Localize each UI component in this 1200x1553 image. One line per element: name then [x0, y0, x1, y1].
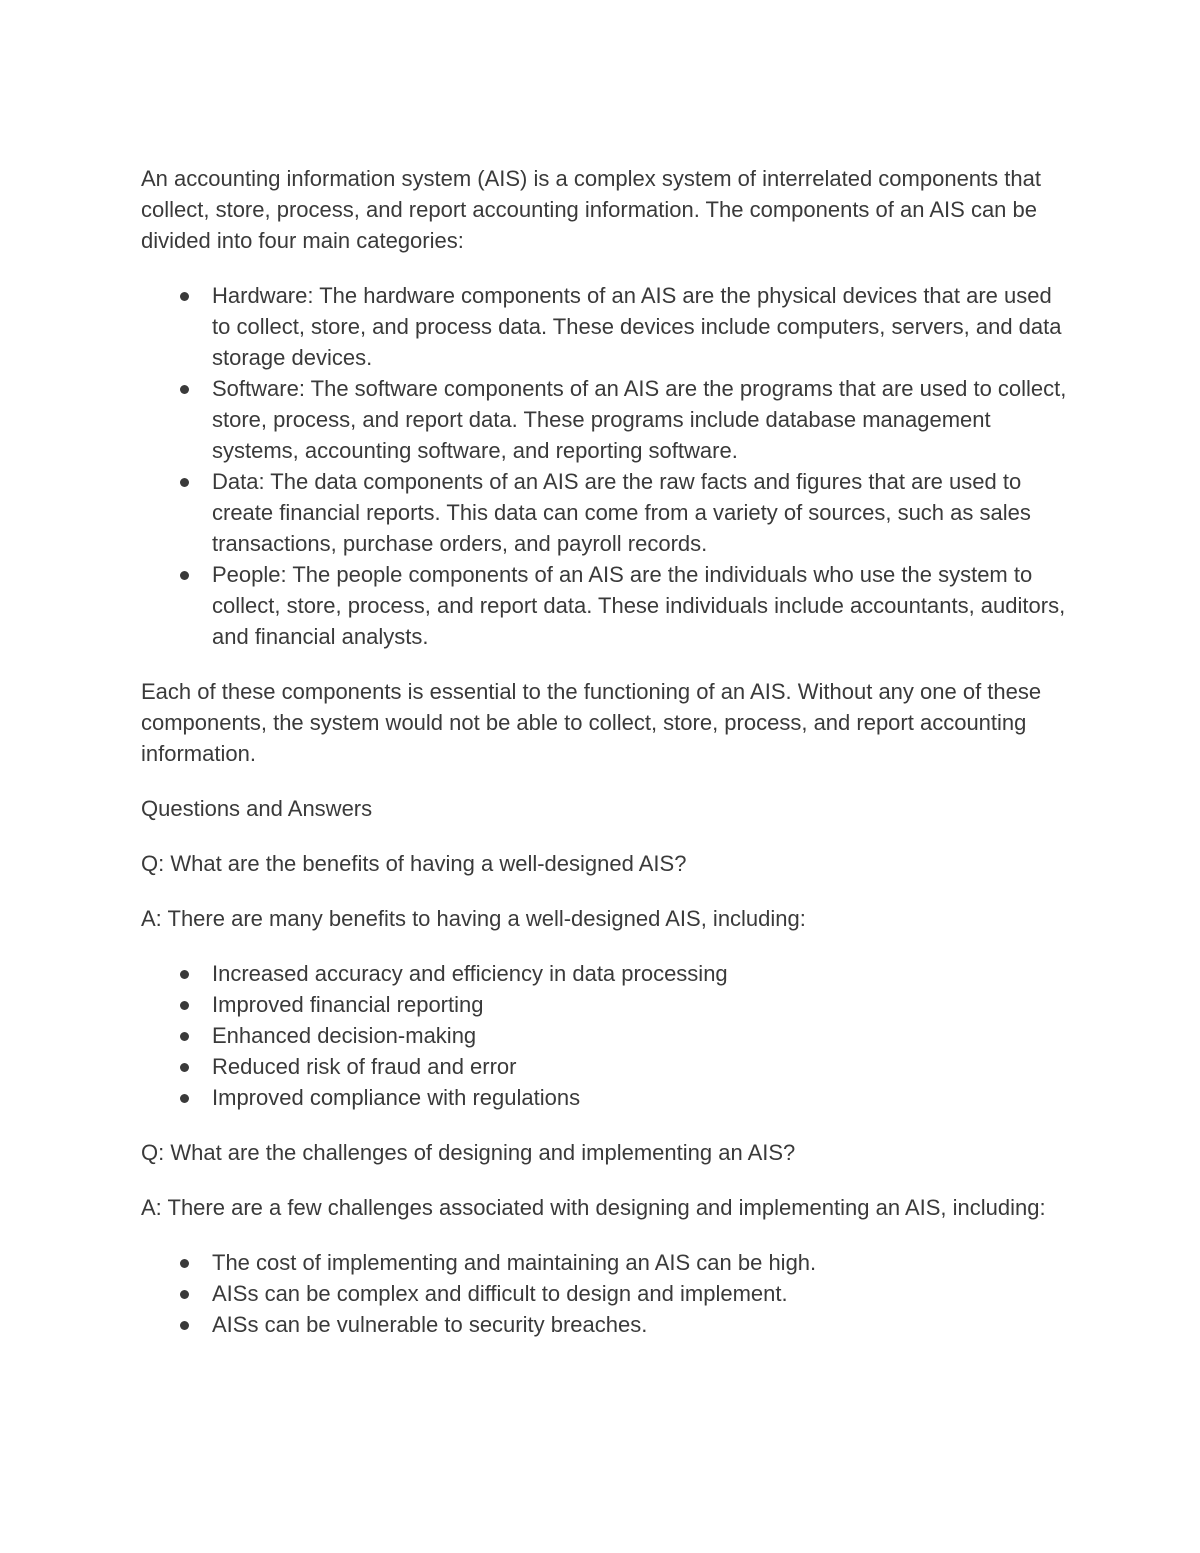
bullet-icon	[180, 970, 189, 979]
list-item	[141, 373, 1071, 466]
list-item	[141, 559, 1071, 652]
question-1: Q: What are the benefits of having a well-designed AIS?	[141, 851, 687, 876]
list-item-text: People: The people components of an AIS are the individuals who use the system to collect, store, process, and report data. These individuals include accountants, auditors, and financial analysts.	[212, 562, 1066, 649]
list-item	[141, 280, 1071, 373]
qa-heading: Questions and Answers	[141, 796, 373, 821]
list-item-text: The cost of implementing and maintaining an AIS can be high.	[212, 1250, 817, 1275]
list-item-text: Improved financial reporting	[212, 992, 484, 1017]
bullet-icon	[180, 1063, 189, 1072]
components-list	[141, 280, 1071, 652]
question-2: Q: What are the challenges of designing and implementing an AIS?	[141, 1140, 796, 1165]
list-item	[141, 1247, 1071, 1278]
bullet-icon	[180, 478, 189, 487]
list-item	[141, 1020, 1071, 1051]
bullet-icon	[180, 1094, 189, 1103]
list-item-text: Improved compliance with regulations	[212, 1085, 581, 1110]
document-page	[141, 163, 1071, 1364]
list-item-text: Software: The software components of an AIS are the programs that are used to collect, store, process, and report data. These programs include database management systems, accounting software, and reporting software.	[212, 376, 1067, 463]
bullet-icon	[180, 571, 189, 580]
list-item-text: Increased accuracy and efficiency in data processing	[212, 961, 728, 986]
benefits-list	[141, 958, 1071, 1113]
list-item	[141, 989, 1071, 1020]
list-item	[141, 958, 1071, 989]
list-item	[141, 1309, 1071, 1340]
bullet-icon	[180, 1259, 189, 1268]
list-item	[141, 466, 1071, 559]
list-item-text: Hardware: The hardware components of an AIS are the physical devices that are used to collect, store, and process data. These devices include computers, servers, and data storage devices.	[212, 283, 1062, 370]
list-item	[141, 1051, 1071, 1082]
answer-2: A: There are a few challenges associated with designing and implementing an AIS, including:	[141, 1195, 1046, 1220]
bullet-icon	[180, 1321, 189, 1330]
challenges-list	[141, 1247, 1071, 1340]
list-item-text: Data: The data components of an AIS are the raw facts and figures that are used to create financial reports. This data can come from a variety of sources, such as sales transactions, purchase orders, and payroll records.	[212, 469, 1031, 556]
list-item-text: AISs can be vulnerable to security breaches.	[212, 1312, 648, 1337]
list-item	[141, 1278, 1071, 1309]
bullet-icon	[180, 385, 189, 394]
list-item-text: AISs can be complex and difficult to design and implement.	[212, 1281, 788, 1306]
bullet-icon	[180, 1032, 189, 1041]
bullet-icon	[180, 1290, 189, 1299]
bullet-icon	[180, 1001, 189, 1010]
answer-1: A: There are many benefits to having a well-designed AIS, including:	[141, 906, 806, 931]
list-item-text: Enhanced decision-making	[212, 1023, 477, 1048]
bullet-icon	[180, 292, 189, 301]
summary-paragraph: Each of these components is essential to the functioning of an AIS. Without any one of these components, the system would not be able to collect, store, process, and report accounting information.	[141, 679, 1042, 766]
intro-paragraph: An accounting information system (AIS) is a complex system of interrelated components that collect, store, process, and report accounting information. The components of an AIS can be divided into four main categories:	[141, 166, 1041, 253]
list-item-text: Reduced risk of fraud and error	[212, 1054, 517, 1079]
list-item	[141, 1082, 1071, 1113]
